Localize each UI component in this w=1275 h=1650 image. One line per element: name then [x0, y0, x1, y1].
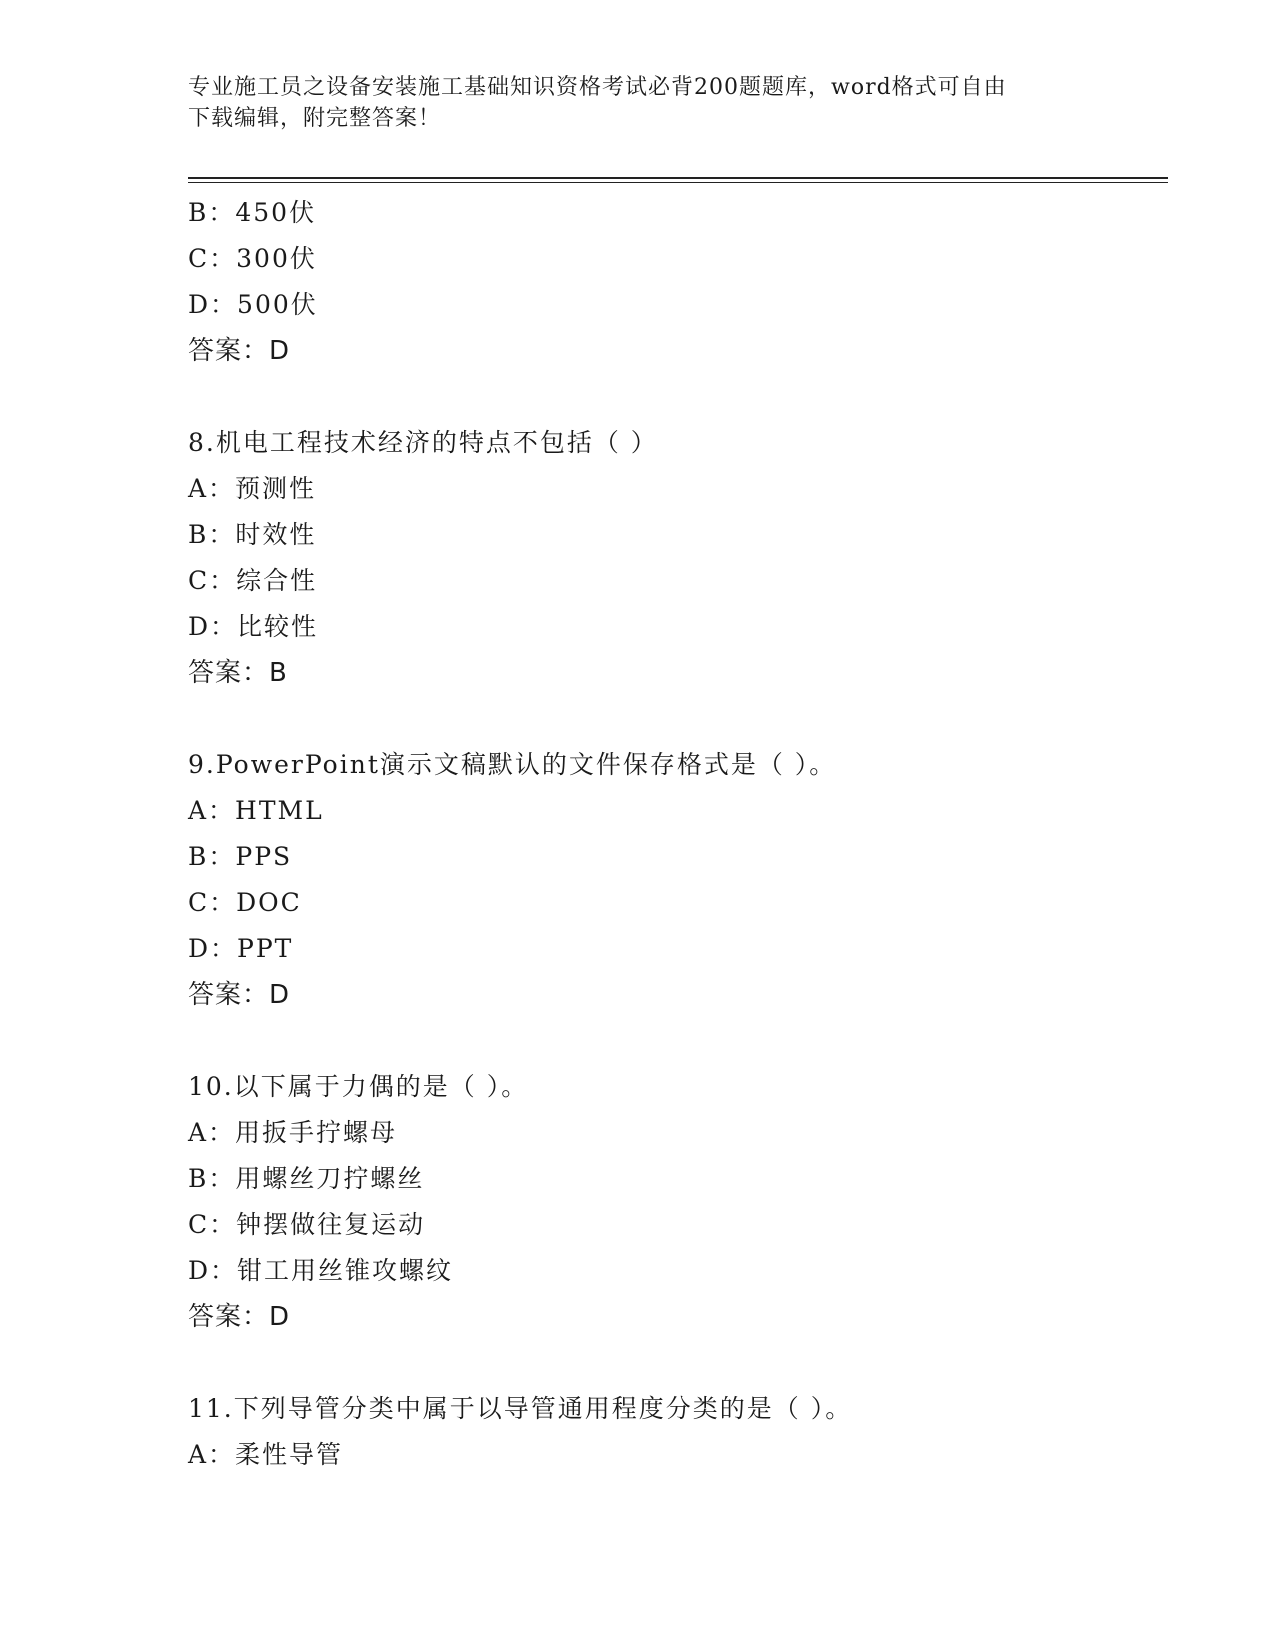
question-stem: 8.机电工程技术经济的特点不包括（ ）: [188, 428, 658, 457]
option-b: B：时效性: [188, 520, 317, 549]
header-line-1: 专业施工员之设备安装施工基础知识资格考试必背200题题库，word格式可自由: [188, 75, 1007, 100]
option-c: C：DOC: [188, 888, 302, 917]
option-c: C：钟摆做往复运动: [188, 1210, 426, 1239]
question-8: [188, 420, 1168, 696]
option-a: A：HTML: [188, 796, 324, 825]
option-c: C：综合性: [188, 566, 318, 595]
option-d: D：500伏: [188, 290, 318, 319]
option-a: A：用扳手拧螺母: [188, 1118, 398, 1147]
header-rule-thick: [188, 177, 1168, 179]
question-continued: [188, 190, 1168, 374]
page-header: [188, 72, 1068, 134]
option-d: D：比较性: [188, 612, 319, 641]
option-a: A：预测性: [188, 474, 317, 503]
question-11: [188, 1386, 1168, 1478]
question-10: [188, 1064, 1168, 1340]
option-d: D：钳工用丝锥攻螺纹: [188, 1256, 454, 1285]
header-line-2: 下载编辑，附完整答案！: [188, 106, 442, 131]
option-b: B：PPS: [188, 842, 293, 871]
answer-line: 答案：D: [188, 336, 291, 366]
question-stem: 11.下列导管分类中属于以导管通用程度分类的是（ ）。: [188, 1394, 853, 1423]
question-list: [188, 190, 1168, 1478]
question-9: [188, 742, 1168, 1018]
answer-line: 答案：D: [188, 1302, 291, 1332]
question-stem: 10.以下属于力偶的是（ ）。: [188, 1072, 529, 1101]
header-rule-thin: [188, 182, 1168, 183]
option-b: B：450伏: [188, 198, 317, 227]
answer-line: 答案：D: [188, 980, 291, 1010]
option-a: A：柔性导管: [188, 1440, 344, 1469]
option-b: B：用螺丝刀拧螺丝: [188, 1164, 425, 1193]
option-d: D：PPT: [188, 934, 294, 963]
question-stem: 9.PowerPoint演示文稿默认的文件保存格式是（ ）。: [188, 750, 837, 779]
answer-line: 答案：B: [188, 658, 288, 688]
option-c: C：300伏: [188, 244, 317, 273]
